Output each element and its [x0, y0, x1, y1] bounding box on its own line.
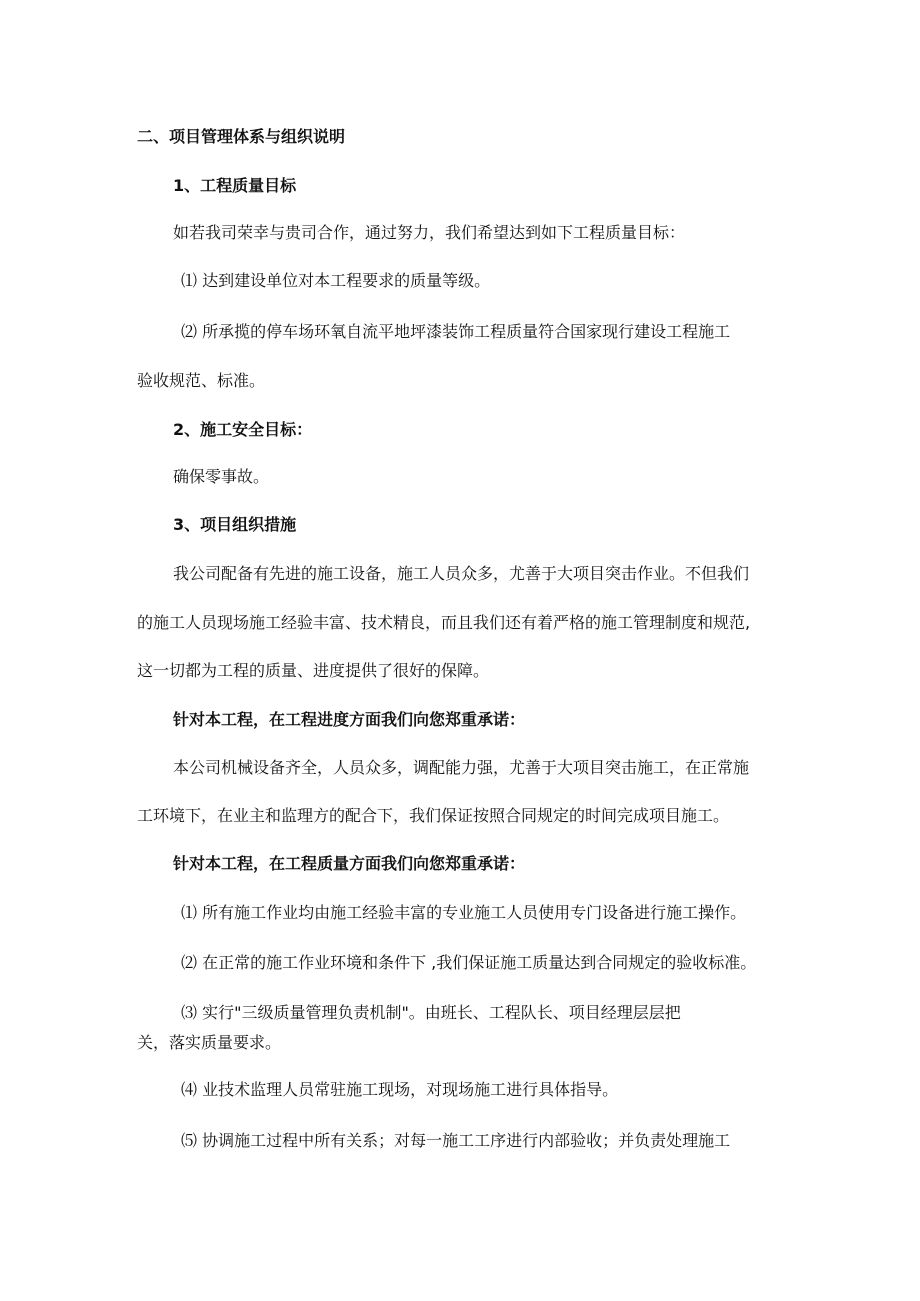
quality-commitment-item-5: ⑸ 协调施工过程中所有关系；对每一施工工序进行内部验收；并负责处理施工 — [181, 1131, 731, 1150]
progress-commitment-line-2: 工环境下，在业主和监理方的配合下，我们保证按照合同规定的时间完成项目施工。 — [137, 806, 730, 825]
quality-commitment-item-3-line-1: ⑶ 实行"三级质量管理负责机制"。由班长、工程队长、项目经理层层把 — [181, 1003, 681, 1022]
organization-paragraph-line-1: 我公司配备有先进的施工设备，施工人员众多，尤善于大项目突击作业。不但我们 — [173, 564, 750, 583]
organization-paragraph-line-3: 这一切都为工程的质量、进度提供了很好的保障。 — [137, 661, 490, 680]
safety-goal-heading: 2、施工安全目标： — [173, 420, 313, 439]
quality-goal-intro: 如若我司荣幸与贵司合作，通过努力，我们希望达到如下工程质量目标： — [173, 223, 686, 242]
quality-commitment-item-1: ⑴ 所有施工作业均由施工经验丰富的专业施工人员使用专门设备进行施工操作。 — [181, 903, 747, 922]
quality-commitment-item-3-line-2: 关，落实质量要求。 — [137, 1033, 282, 1052]
organization-heading: 3、项目组织措施 — [173, 515, 297, 534]
quality-goal-item-1: ⑴ 达到建设单位对本工程要求的质量等级。 — [181, 271, 491, 290]
safety-goal-text: 确保零事故。 — [173, 467, 270, 486]
progress-commitment-line-1: 本公司机械设备齐全，人员众多，调配能力强，尤善于大项目突击施工，在正常施 — [173, 758, 750, 777]
organization-paragraph-line-2: 的施工人员现场施工经验丰富、技术精良，而且我们还有着严格的施工管理制度和规范, — [137, 613, 751, 632]
quality-goal-heading: 1、工程质量目标 — [173, 176, 297, 195]
quality-commitment-item-2: ⑵ 在正常的施工作业环境和条件下 ,我们保证施工质量达到合同规定的验收标准。 — [181, 953, 757, 972]
progress-commitment-heading: 针对本工程，在工程进度方面我们向您郑重承诺： — [173, 710, 526, 729]
quality-goal-item-2-line-1: ⑵ 所承揽的停车场环氧自流平地坪漆装饰工程质量符合国家现行建设工程施工 — [181, 322, 731, 341]
quality-commitment-item-4: ⑷ 业技术监理人员常驻施工现场，对现场施工进行具体指导。 — [181, 1080, 619, 1099]
section-heading: 二、项目管理体系与组织说明 — [137, 127, 346, 146]
quality-commitment-heading: 针对本工程，在工程质量方面我们向您郑重承诺： — [173, 854, 526, 873]
quality-goal-item-2-line-2: 验收规范、标准。 — [137, 371, 266, 390]
